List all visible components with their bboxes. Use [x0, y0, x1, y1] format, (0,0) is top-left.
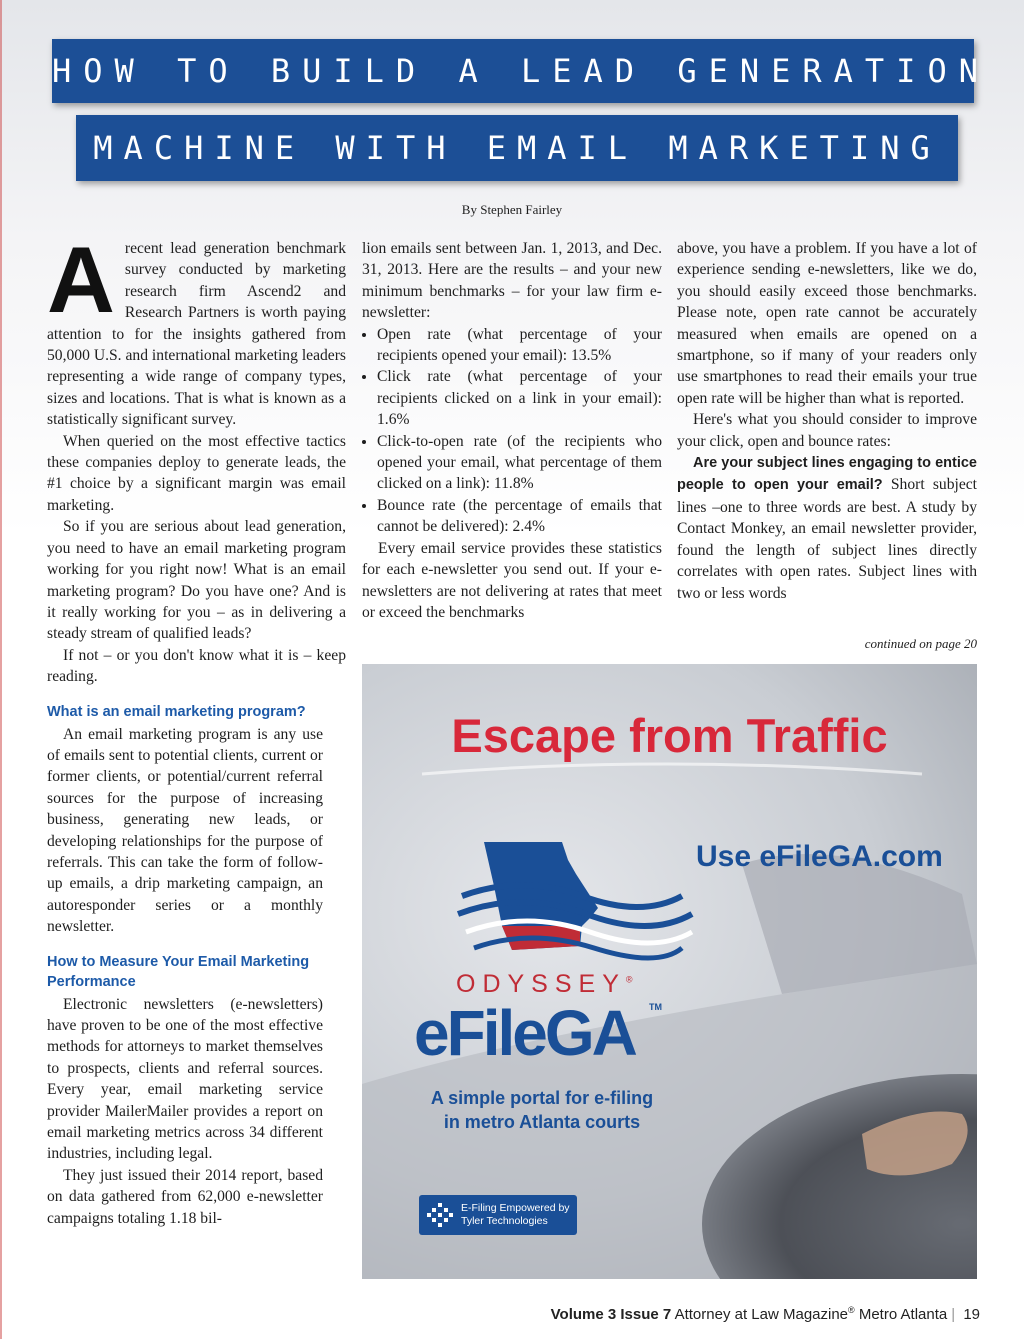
ad-url: Use eFileGA.com	[696, 840, 943, 873]
title-banner-line2: MACHINE WITH EMAIL MARKETING	[76, 115, 958, 181]
list-item: • Click rate (what percentage of your recipients clicked on a link in your email): 1.6%	[377, 366, 662, 430]
drop-cap: A	[47, 227, 115, 332]
paragraph: lion emails sent between Jan. 1, 2013, and Dec. 31, 2013. Here are the results – and your new minimum benchmarks – for your law firm e-newsletter:	[362, 240, 662, 322]
narrow-section	[47, 702, 323, 1230]
registered-mark: ®	[848, 1305, 855, 1315]
list-item: • Click-to-open rate (of the recipients who opened your email, what percentage of them clicked on a link): 11.8%	[377, 431, 662, 495]
paragraph: Here's what you should consider to improve your click, open and bounce rates:	[677, 411, 977, 450]
georgia-map-logo-icon	[458, 842, 692, 958]
trademark-mark: TM	[649, 1002, 662, 1012]
list-item: • Bounce rate (the percentage of emails that cannot be delivered): 2.4%	[377, 495, 662, 538]
paragraph: Are your subject lines engaging to entice people to open your email? Short subject lines –one to three words are best. A study by Contact Monkey, an email newsletter provider, found the length of subject lines directly correlates with open rates. Subject lines with two or less words	[677, 455, 977, 602]
byline: By Stephen Fairley	[461, 202, 563, 217]
page-edge-rule	[0, 0, 2, 1339]
paragraph: Electronic newsletters (e-newsletters) have proven to be one of the most effective methods for attorneys to market themselves to prospects, clients and referral sources. Every year, email marketing service provider MailerMailer provides a report on email marketing metrics across 34 different industries, including legal.	[47, 995, 323, 1163]
paragraph: So if you are serious about lead generation, you need to have an email marketing program working for you right now! What is an email marketing program? Do you have one? And is it really working for you – as in delivering a steady stream of qualified leads?	[47, 518, 346, 643]
article-column-3	[677, 238, 977, 604]
region-name: Metro Atlanta	[858, 1306, 948, 1323]
magazine-name: Attorney at Law Magazine	[674, 1306, 849, 1323]
article-column-2	[362, 238, 662, 623]
footer-separator: |	[951, 1306, 956, 1323]
ad-tagline: A simple portal for e-filing in metro Atlanta courts	[430, 1088, 654, 1132]
continued-note: continued on page 20	[864, 636, 977, 651]
badge-text: E-Filing Empowered by Tyler Technologies	[461, 1202, 570, 1227]
paragraph: If not – or you don't know what it is – keep reading.	[47, 646, 346, 686]
paragraph: They just issued their 2014 report, based on data gathered from 62,000 e-newsletter campaigns totaling 1.18 bil-	[47, 1166, 323, 1227]
tyler-technologies-badge	[419, 1195, 577, 1235]
paragraph: When queried on the most effective tactics these companies deploy to generate leads, the #1 choice by a significant margin was email marketing.	[47, 432, 346, 514]
odyssey-wordmark: ODYSSEY®	[456, 970, 633, 998]
tyler-logo-icon	[426, 1202, 454, 1228]
section-heading: How to Measure Your Email Marketing Performance	[47, 953, 310, 990]
paragraph: An email marketing program is any use of emails sent to potential clients, current or former clients, or potential/current referral sources for the purpose of increasing business, generating new leads, or developing relationships for the purpose of referrals. This can take the form of follow-up emails, a drip marketing campaign, an autoresponder series or a monthly newsletter.	[47, 725, 323, 936]
benchmark-list	[362, 324, 662, 538]
page-number: 19	[963, 1306, 980, 1323]
ad-headline: Escape from Traffic	[451, 709, 888, 762]
article-column-1	[47, 227, 346, 1229]
issue-label: Volume 3 Issue 7	[550, 1306, 672, 1323]
title-banner-line1: HOW TO BUILD A LEAD GENERATION	[52, 39, 974, 103]
list-item: • Open rate (what percentage of your recipients opened your email): 13.5%	[377, 324, 662, 367]
lead-in-question: Are your subject lines engaging to entice people to open your email?	[677, 455, 977, 494]
section-heading: What is an email marketing program?	[47, 703, 306, 720]
paragraph: Every email service provides these statistics for each e-newsletter you send out. If your e-newsletters are not delivering at rates that meet or exceed the benchmarks	[362, 539, 662, 621]
advertisement	[362, 664, 977, 1279]
paragraph: above, you have a problem. If you have a lot of experience sending e-newsletters, like we do, you should easily exceed those benchmarks. Please note, open rate cannot be accurately measured when emails are opened on a smartphone, so if many of your readers only use smartphones to read their emails your true open rate will be higher than what is reported.	[677, 240, 977, 407]
page-footer	[551, 1305, 980, 1323]
intro-paragraph: Arecent lead generation benchmark survey conducted by marketing research firm Ascend2 and Research Partners is worth paying attention to for the insights gathered from 50,000 U.S. and international marketing leaders representing a wide range of company types, sizes and locations. That is what is known as a statistically significant survey.	[47, 227, 346, 429]
efilega-logo: eFileGA	[414, 997, 635, 1069]
